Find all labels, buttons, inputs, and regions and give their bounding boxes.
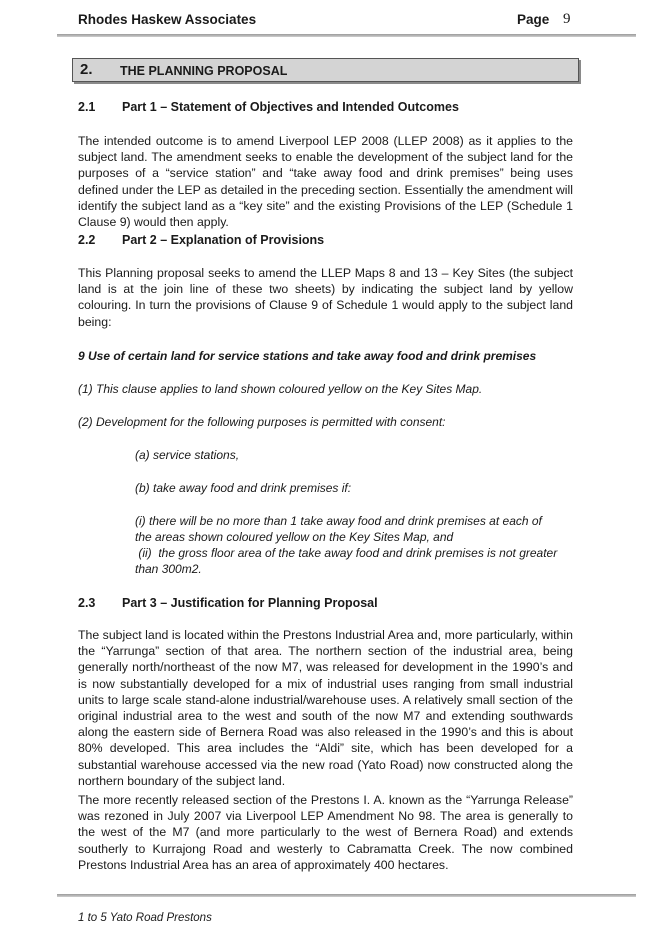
company-name: Rhodes Haskew Associates bbox=[78, 12, 257, 27]
section-number: 2. bbox=[80, 61, 93, 78]
page-label: Page bbox=[517, 12, 550, 27]
subsection-heading-2-2 bbox=[78, 233, 324, 247]
clause-condition-ii: (ii) the gross floor area of the take away food and drink premises is not greater bbox=[135, 546, 558, 560]
page-header bbox=[78, 12, 573, 34]
footer-rule bbox=[57, 894, 636, 897]
section-title: THE PLANNING PROPOSAL bbox=[120, 64, 288, 78]
subsection-heading-2-3 bbox=[78, 596, 378, 610]
clause-subclause-2: (2) Development for the following purposes is permitted with consent: bbox=[78, 415, 446, 429]
clause-subclause-1: (1) This clause applies to land shown coloured yellow on the Key Sites Map. bbox=[78, 382, 483, 396]
clause-item-b: (b) take away food and drink premises if: bbox=[135, 481, 352, 495]
subsection-title: Part 3 – Justification for Planning Proposal bbox=[122, 596, 378, 610]
clause-heading: 9 Use of certain land for service stations and take away food and drink premises bbox=[78, 349, 537, 363]
subsection-heading-2-1 bbox=[78, 100, 459, 114]
paragraph-justification-2: The more recently released section of the Prestons I. A. known as the “Yarrunga Release” was rezoned in July 2007 via Liverpool LEP Amendment No 98. The area is generally to the west of the M7 (and more particularly to the west of Bernera Road) and extends southerly to Kurrajong Road and westerly to Cabramatta Creek. The now combined Prestons Industrial Area has an area of approximately 400 hectares. bbox=[78, 793, 573, 872]
clause-condition-i: (i) there will be no more than 1 take away food and drink premises at each of the areas shown coloured yellow on the Key Sites Map, and bbox=[135, 514, 542, 544]
paragraph-provisions: This Planning proposal seeks to amend the LLEP Maps 8 and 13 – Key Sites (the subject land is at the join line of these two sheets) by indicating the subject land by yellow colouring. In turn the provisions of Clause 9 of Schedule 1 would apply to the subject land being: bbox=[78, 266, 573, 329]
subsection-number: 2.1 bbox=[78, 100, 96, 114]
subsection-number: 2.3 bbox=[78, 596, 96, 610]
subsection-title: Part 1 – Statement of Objectives and Intended Outcomes bbox=[122, 100, 459, 114]
clause-item-a: (a) service stations, bbox=[135, 448, 240, 462]
paragraph-justification-1: The subject land is located within the Prestons Industrial Area and, more particularly, within the “Yarrunga” section of that area. The northern section of the industrial area, being generally north/northeast of the now M7, was released for development in the 1990’s and is now substantially developed for a mix of industrial uses ranging from small industrial units to large scale stand-alone industrial/warehouse uses. A relatively small section of the original industrial area to the west and south of the now M7 and extending southwards along the eastern side of Bernera Road was also released in the 1990’s and this is about 80% developed. This area includes the “Aldi” site, which has been developed for a substantial warehouse accessed via the new road (Yato Road) now constructed along the northern boundary of the subject land. bbox=[78, 628, 573, 788]
footer-text: 1 to 5 Yato Road Prestons bbox=[78, 912, 212, 924]
paragraph-objectives: The intended outcome is to amend Liverpool LEP 2008 (LLEP 2008) as it applies to the subject land. The amendment seeks to enable the development of the subject land for the purposes of a “service station” and “take away food and drink premises” being uses defined under the LEP as detailed in the preceding section. Essentially the amendment will identify the subject land as a “key site” and the existing Provisions of the LEP (Schedule 1 Clause 9) would then apply. bbox=[78, 134, 573, 230]
clause-condition-ii-cont: than 300m2. bbox=[135, 562, 202, 576]
header-rule bbox=[57, 34, 636, 37]
subsection-title: Part 2 – Explanation of Provisions bbox=[122, 233, 325, 247]
subsection-number: 2.2 bbox=[78, 233, 96, 247]
section-heading-box bbox=[72, 58, 579, 82]
page-number: 9 bbox=[563, 11, 571, 27]
